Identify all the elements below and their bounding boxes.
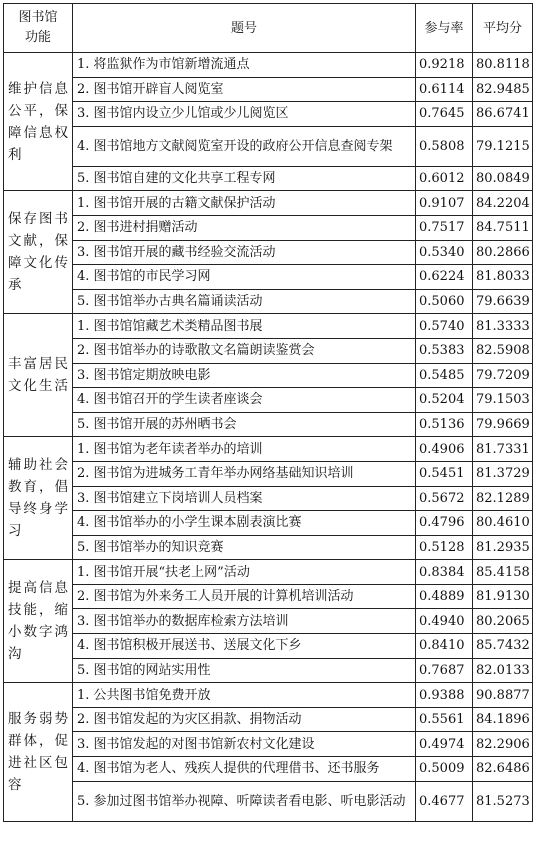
table-row xyxy=(4,363,533,388)
participation-rate: 0.9218 xyxy=(416,53,473,78)
participation-rate: 0.5136 xyxy=(416,412,473,437)
function-category: 服务弱势群体，促进社区包容 xyxy=(4,683,73,821)
participation-rate: 0.7687 xyxy=(416,658,473,683)
participation-rate: 0.9107 xyxy=(416,191,473,216)
item-title: 1. 图书馆开展的古籍文献保护活动 xyxy=(73,191,416,216)
item-title: 4. 图书馆召开的学生读者座谈会 xyxy=(73,388,416,413)
table-row xyxy=(4,781,533,821)
average-score: 81.8033 xyxy=(473,265,533,290)
item-title: 3. 图书馆举办的数据库检索方法培训 xyxy=(73,609,416,634)
item-title: 3. 图书馆建立下岗培训人员档案 xyxy=(73,486,416,511)
participation-rate: 0.6224 xyxy=(416,265,473,290)
table-row xyxy=(4,77,533,102)
table-row xyxy=(4,634,533,659)
item-title: 4. 图书馆积极开展送书、送展文化下乡 xyxy=(73,634,416,659)
item-title: 3. 图书馆定期放映电影 xyxy=(73,363,416,388)
item-title: 2. 图书馆举办的诗歌散文名篇朗读鉴赏会 xyxy=(73,338,416,363)
average-score: 80.2065 xyxy=(473,609,533,634)
average-score: 81.9130 xyxy=(473,584,533,609)
function-category: 提高信息技能，缩小数字鸿沟 xyxy=(4,560,73,683)
participation-rate: 0.5451 xyxy=(416,461,473,486)
function-category: 维护信息公平，保障信息权利 xyxy=(4,53,73,191)
average-score: 84.2204 xyxy=(473,191,533,216)
average-score: 81.3333 xyxy=(473,314,533,339)
survey-table xyxy=(3,3,533,822)
participation-rate: 0.4677 xyxy=(416,781,473,821)
average-score: 86.6741 xyxy=(473,102,533,127)
item-title: 4. 图书馆地方文献阅览室开设的政府公开信息查阅专架 xyxy=(73,126,416,166)
table-row xyxy=(4,215,533,240)
average-score: 84.7511 xyxy=(473,215,533,240)
header-function: 图书馆 功能 xyxy=(4,4,73,53)
average-score: 82.2906 xyxy=(473,732,533,757)
table-row xyxy=(4,102,533,127)
table-body xyxy=(4,53,533,822)
participation-rate: 0.5204 xyxy=(416,388,473,413)
average-score: 80.2866 xyxy=(473,240,533,265)
item-title: 1. 图书馆馆藏艺术类精品图书展 xyxy=(73,314,416,339)
table-row xyxy=(4,437,533,462)
header-rate: 参与率 xyxy=(416,4,473,53)
average-score: 82.9485 xyxy=(473,77,533,102)
average-score: 82.5908 xyxy=(473,338,533,363)
item-title: 3. 图书馆开展的藏书经验交流活动 xyxy=(73,240,416,265)
table-row xyxy=(4,126,533,166)
item-title: 2. 图书馆发起的为灾区捐款、捐物活动 xyxy=(73,707,416,732)
table-row xyxy=(4,412,533,437)
table-row xyxy=(4,461,533,486)
item-title: 1. 图书馆开展“扶老上网”活动 xyxy=(73,560,416,585)
table-row xyxy=(4,609,533,634)
average-score: 80.4610 xyxy=(473,511,533,536)
item-title: 2. 图书馆为外来务工人员开展的计算机培训活动 xyxy=(73,584,416,609)
table-row xyxy=(4,486,533,511)
participation-rate: 0.5808 xyxy=(416,126,473,166)
participation-rate: 0.8384 xyxy=(416,560,473,585)
table-row xyxy=(4,388,533,413)
item-title: 3. 图书馆内设立少儿馆或少儿阅览区 xyxy=(73,102,416,127)
average-score: 79.7209 xyxy=(473,363,533,388)
participation-rate: 0.6114 xyxy=(416,77,473,102)
table-row xyxy=(4,314,533,339)
header-title: 题号 xyxy=(73,4,416,53)
average-score: 81.5273 xyxy=(473,781,533,821)
participation-rate: 0.7645 xyxy=(416,102,473,127)
participation-rate: 0.4796 xyxy=(416,511,473,536)
participation-rate: 0.5060 xyxy=(416,289,473,314)
item-title: 4. 图书馆的市民学习网 xyxy=(73,265,416,290)
average-score: 79.1503 xyxy=(473,388,533,413)
item-title: 2. 图书馆为进城务工青年举办网络基础知识培训 xyxy=(73,461,416,486)
item-title: 2. 图书馆开辟盲人阅览室 xyxy=(73,77,416,102)
item-title: 5. 图书馆开展的苏州晒书会 xyxy=(73,412,416,437)
table-row xyxy=(4,732,533,757)
participation-rate: 0.4940 xyxy=(416,609,473,634)
item-title: 3. 图书馆发起的对图书馆新农村文化建设 xyxy=(73,732,416,757)
average-score: 81.2935 xyxy=(473,535,533,560)
average-score: 79.9669 xyxy=(473,412,533,437)
item-title: 4. 图书馆为老人、残疾人提供的代理借书、还书服务 xyxy=(73,757,416,782)
average-score: 81.7331 xyxy=(473,437,533,462)
participation-rate: 0.4906 xyxy=(416,437,473,462)
average-score: 80.0849 xyxy=(473,166,533,191)
average-score: 82.1289 xyxy=(473,486,533,511)
participation-rate: 0.4889 xyxy=(416,584,473,609)
table-row xyxy=(4,338,533,363)
table-row xyxy=(4,191,533,216)
average-score: 79.1215 xyxy=(473,126,533,166)
item-title: 1. 将监狱作为市馆新增流通点 xyxy=(73,53,416,78)
table-row xyxy=(4,560,533,585)
item-title: 5. 图书馆的网站实用性 xyxy=(73,658,416,683)
participation-rate: 0.6012 xyxy=(416,166,473,191)
average-score: 82.0133 xyxy=(473,658,533,683)
average-score: 90.8877 xyxy=(473,683,533,708)
table-row xyxy=(4,707,533,732)
participation-rate: 0.4974 xyxy=(416,732,473,757)
average-score: 79.6639 xyxy=(473,289,533,314)
function-category: 丰富居民文化生活 xyxy=(4,314,73,437)
table-row xyxy=(4,240,533,265)
participation-rate: 0.9388 xyxy=(416,683,473,708)
average-score: 82.6486 xyxy=(473,757,533,782)
function-category: 辅助社会教育，倡导终身学习 xyxy=(4,437,73,560)
item-title: 5. 参加过图书馆举办视障、听障读者看电影、听电影活动 xyxy=(73,781,416,821)
participation-rate: 0.5009 xyxy=(416,757,473,782)
item-title: 4. 图书馆举办的小学生课本剧表演比赛 xyxy=(73,511,416,536)
function-category: 保存图书文献，保障文化传承 xyxy=(4,191,73,314)
participation-rate: 0.8410 xyxy=(416,634,473,659)
table-row xyxy=(4,265,533,290)
average-score: 84.1896 xyxy=(473,707,533,732)
participation-rate: 0.5672 xyxy=(416,486,473,511)
item-title: 1. 图书馆为老年读者举办的培训 xyxy=(73,437,416,462)
item-title: 2. 图书进村捐赠活动 xyxy=(73,215,416,240)
table-row xyxy=(4,658,533,683)
average-score: 80.8118 xyxy=(473,53,533,78)
participation-rate: 0.5740 xyxy=(416,314,473,339)
table-row xyxy=(4,53,533,78)
participation-rate: 0.5128 xyxy=(416,535,473,560)
table-row xyxy=(4,683,533,708)
participation-rate: 0.5340 xyxy=(416,240,473,265)
item-title: 5. 图书馆自建的文化共享工程专网 xyxy=(73,166,416,191)
table-row xyxy=(4,511,533,536)
participation-rate: 0.5383 xyxy=(416,338,473,363)
average-score: 85.7432 xyxy=(473,634,533,659)
item-title: 5. 图书馆举办的知识竞赛 xyxy=(73,535,416,560)
participation-rate: 0.7517 xyxy=(416,215,473,240)
table-row xyxy=(4,757,533,782)
table-row xyxy=(4,535,533,560)
participation-rate: 0.5485 xyxy=(416,363,473,388)
average-score: 81.3729 xyxy=(473,461,533,486)
participation-rate: 0.5561 xyxy=(416,707,473,732)
item-title: 5. 图书馆举办古典名篇诵读活动 xyxy=(73,289,416,314)
table-row xyxy=(4,166,533,191)
average-score: 85.4158 xyxy=(473,560,533,585)
table-row xyxy=(4,584,533,609)
item-title: 1. 公共图书馆免费开放 xyxy=(73,683,416,708)
header-avg: 平均分 xyxy=(473,4,533,53)
table-row xyxy=(4,289,533,314)
